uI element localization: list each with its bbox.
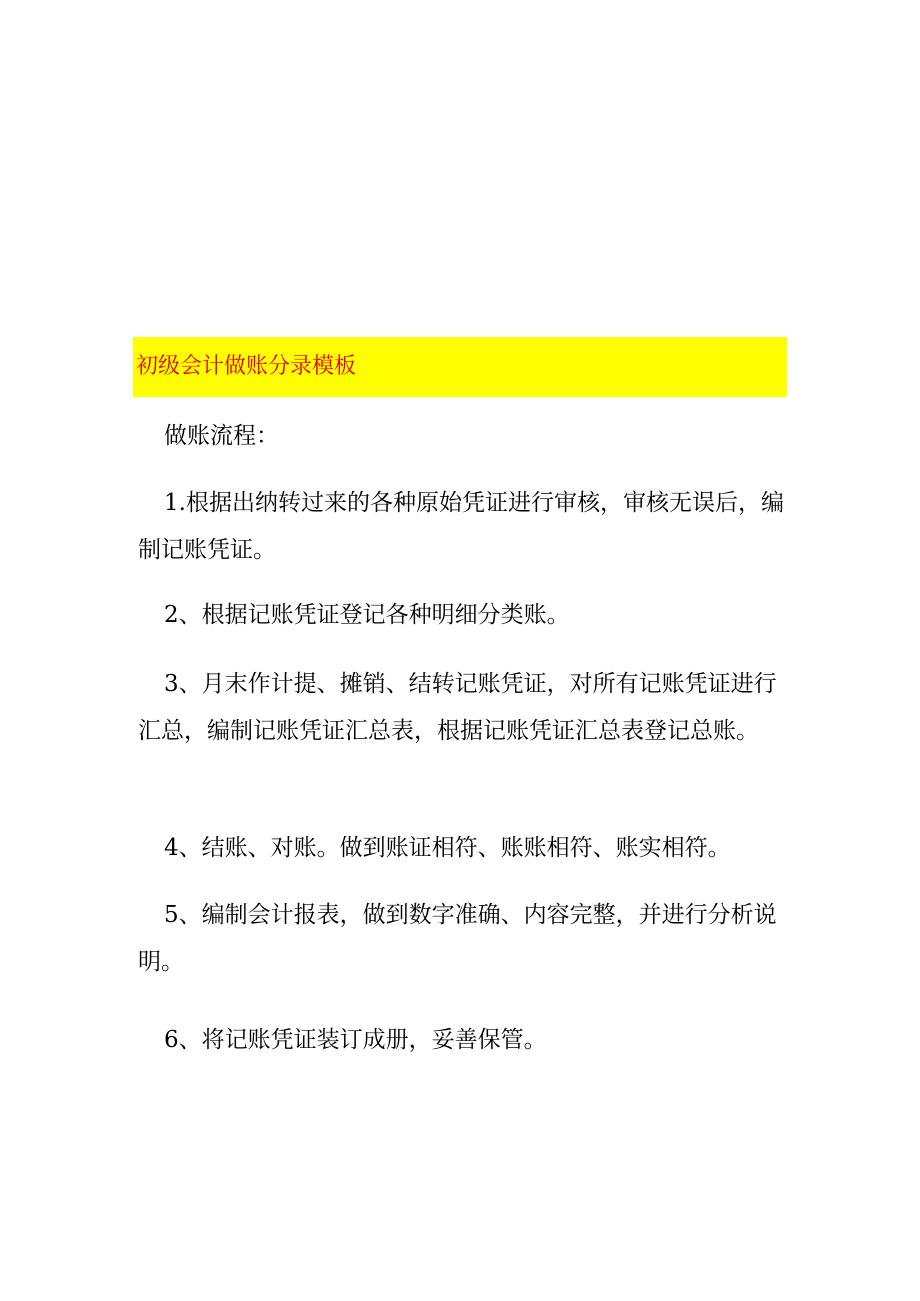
step-5-number: 5、 <box>164 902 202 928</box>
document-title: 初级会计做账分录模板 <box>136 354 357 379</box>
title-banner <box>133 337 787 397</box>
step-5 <box>138 892 798 986</box>
step-6-number: 6、 <box>164 1027 202 1053</box>
step-4-text: 结账、对账。做到账证相符、账账相符、账实相符。 <box>201 835 731 861</box>
step-1 <box>138 480 798 574</box>
step-3 <box>138 661 798 755</box>
step-4 <box>138 825 798 872</box>
step-3-number: 3、 <box>164 671 202 697</box>
step-1-text: 根据出纳转过来的各种原始凭证进行审核，审核无误后，编制记账凭证。 <box>138 490 784 563</box>
step-6-text: 将记账凭证装订成册，妥善保管。 <box>201 1027 547 1053</box>
step-6 <box>138 1017 798 1064</box>
section-heading: 做账流程： <box>164 423 279 449</box>
step-2-number: 2、 <box>164 602 202 628</box>
step-5-text: 编制会计报表，做到数字准确、内容完整，并进行分析说明。 <box>138 902 777 975</box>
step-2 <box>138 592 798 639</box>
step-3-text: 月末作计提、摊销、结转记账凭证，对所有记账凭证进行汇总，编制记账凭证汇总表，根据记账凭证汇总表登记总账。 <box>138 671 777 744</box>
step-1-number: 1. <box>164 490 186 516</box>
step-2-text: 根据记账凭证登记各种明细分类账。 <box>201 602 570 628</box>
step-4-number: 4、 <box>164 835 202 861</box>
